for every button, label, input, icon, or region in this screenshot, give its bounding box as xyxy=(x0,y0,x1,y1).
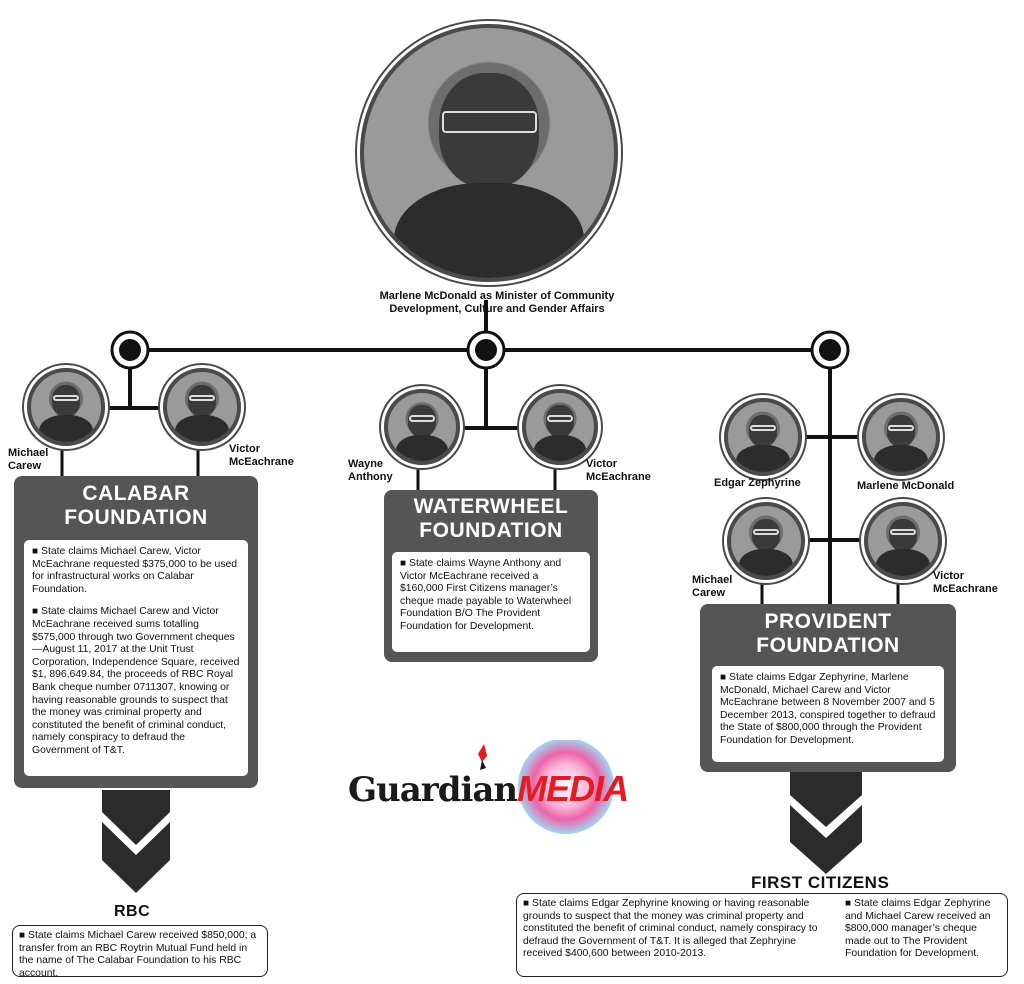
name-last: McEachrane xyxy=(933,583,998,595)
name-michael-carew xyxy=(692,574,732,600)
calabar-claim-1: ■ State claims Michael Carew, Victor McEachrane requested $375,000 to be used for infrastructural works on Calabar Foundation. xyxy=(32,546,240,596)
name-last: Anthony xyxy=(348,471,393,483)
provident-foundation-panel xyxy=(700,604,956,772)
name-last: Carew xyxy=(692,587,726,599)
logo-text-media: MEDIA xyxy=(517,768,629,809)
name-last: McEachrane xyxy=(586,471,651,483)
name-marlene-mcdonald: Marlene McDonald xyxy=(857,480,955,492)
chevron-down-icon xyxy=(102,790,170,893)
portrait-michael-carew xyxy=(27,368,105,446)
name-edgar-zephyrine: Edgar Zephyrine xyxy=(714,477,801,489)
waterwheel-claim-1: ■ State claims Wayne Anthony and Victor McEachrane received a $160,000 First Citizens manager’s cheque made payable to Waterwheel Foundation B/O The Provident Foundation for Development. xyxy=(400,558,582,634)
name-first: Wayne xyxy=(348,458,384,470)
portrait-marlene-mcdonald xyxy=(360,24,618,282)
waterwheel-foundation-panel xyxy=(384,490,598,662)
top-caption xyxy=(352,290,642,316)
calabar-claims-card xyxy=(24,540,248,776)
title-line2: FOUNDATION xyxy=(419,519,563,542)
rbc-claim-box xyxy=(12,925,268,977)
chevron-down-icon xyxy=(790,772,862,874)
top-caption-line2: Development, Culture and Gender Affairs xyxy=(389,303,605,315)
provident-claims-card xyxy=(712,666,944,762)
waterwheel-claims-card xyxy=(392,552,590,652)
name-first: Victor xyxy=(586,458,617,470)
title-line1: CALABAR xyxy=(82,482,190,505)
portrait-victor-mceachrane xyxy=(522,389,598,465)
portrait-edgar-zephyrine xyxy=(724,398,802,476)
first-citizens-claim-right: ■ State claims Edgar Zephyrine and Michael Carew received an $800,000 manager’s cheque made out to The Provident Foundation for Development. xyxy=(845,898,1003,961)
name-first: Victor xyxy=(229,443,260,455)
calabar-title xyxy=(14,482,258,530)
name-first: Michael xyxy=(8,447,49,459)
name-last: McEachrane xyxy=(229,456,294,468)
name-victor-mceachrane xyxy=(933,570,998,596)
title-line1: WATERWHEEL xyxy=(413,495,569,518)
junction-node-right xyxy=(812,332,848,368)
logo-text-guardian: Guardian xyxy=(348,770,518,810)
calabar-foundation-panel xyxy=(14,476,258,788)
name-victor-mceachrane xyxy=(586,458,651,484)
waterwheel-title xyxy=(384,495,598,543)
title-line1: PROVIDENT xyxy=(764,610,892,633)
first-citizens-heading: FIRST CITIZENS xyxy=(751,873,890,892)
junction-node-center xyxy=(468,332,504,368)
name-last: Carew xyxy=(8,460,42,472)
top-caption-line1: Marlene McDonald as Minister of Community xyxy=(379,290,615,302)
junction-node-left xyxy=(112,332,148,368)
title-line2: FOUNDATION xyxy=(64,506,208,529)
portrait-marlene-mcdonald-small xyxy=(862,398,940,476)
provident-title xyxy=(700,610,956,658)
first-citizens-claim-box xyxy=(516,893,1008,977)
portrait-wayne-anthony xyxy=(384,389,460,465)
portrait-victor-mceachrane xyxy=(864,502,942,580)
guardian-media-logo xyxy=(346,740,636,840)
name-first: Michael xyxy=(692,574,733,586)
provident-claim-1: ■ State claims Edgar Zephyrine, Marlene McDonald, Michael Carew and Victor McEachrane between 8 November 2007 and 5 December 2013, conspired together to defraud the State of $800,000 through the Provident Foundation for Development. xyxy=(720,672,936,748)
name-wayne-anthony xyxy=(348,458,393,484)
portrait-michael-carew xyxy=(727,502,805,580)
name-victor-mceachrane xyxy=(229,443,294,469)
rbc-claim: ■ State claims Michael Carew received $850,000; a transfer from an RBC Roytrin Mutual Fund held in the name of The Calabar Foundation to his RBC account. xyxy=(19,930,256,979)
name-michael-carew xyxy=(8,447,48,473)
title-line2: FOUNDATION xyxy=(756,634,900,657)
portrait-victor-mceachrane xyxy=(163,368,241,446)
rbc-heading: RBC xyxy=(114,903,151,920)
name-first: Victor xyxy=(933,570,964,582)
first-citizens-claim-left: ■ State claims Edgar Zephyrine knowing or having reasonable grounds to suspect that the money was criminal property and constituted the benefit of criminal conduct, namely conspiracy to defraud the Government of T&T. It is alleged that Zephryine received $400,600 between 2010-2013. xyxy=(523,898,829,961)
calabar-claim-2: ■ State claims Michael Carew and Victor McEachrane received sums totalling $575,000 through two Government cheques —August 11, 2017 at the Unit Trust Corporation, Independence Square, received $1, 896,649.84, the proceeds of RBC Royal Bank cheque number 0711307, knowing or having reasonable grounds to suspect that the money was criminal property and constituted the benefit of criminal conduct, namely conspiracy to defraud the Government of T&T. xyxy=(32,606,240,757)
